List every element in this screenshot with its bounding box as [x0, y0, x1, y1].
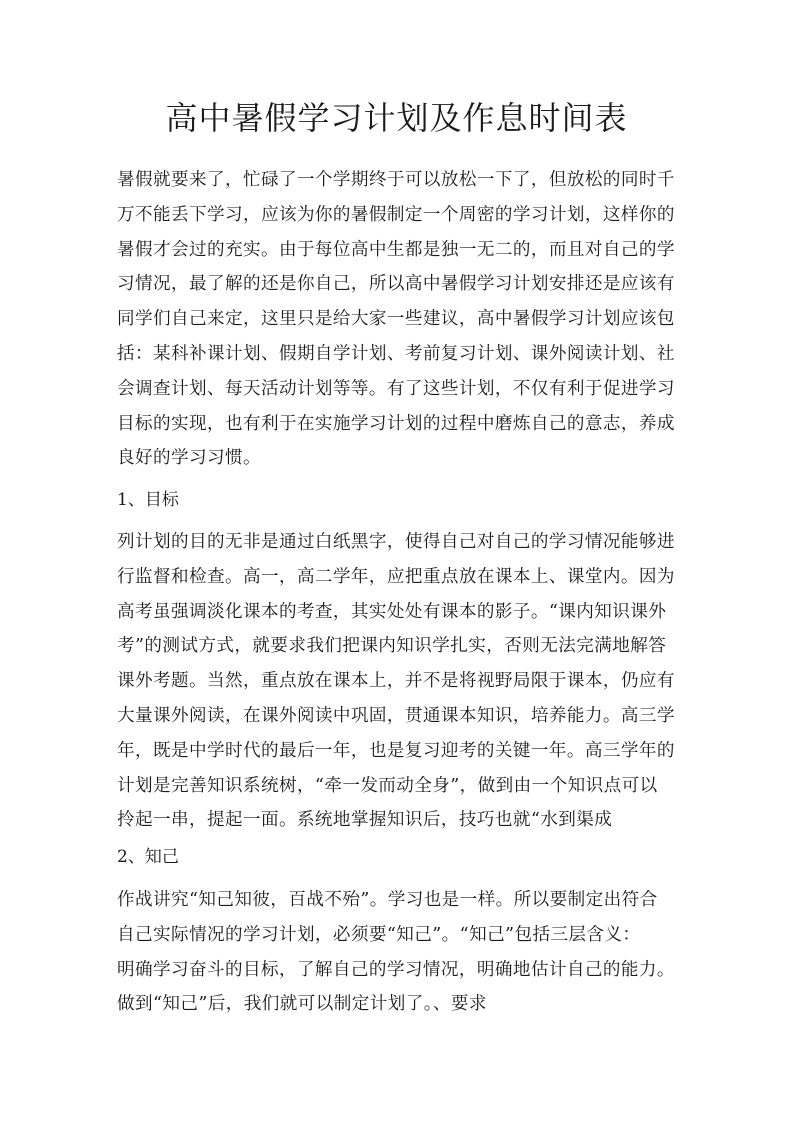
text-line: 大量课外阅读，在课外阅读中巩固，贯通课本知识，培养能力。高三学 [117, 705, 675, 726]
text-line: 明确学习奋斗的目标，了解自己的学习情况，明确地估计自己的能力。 [117, 959, 675, 980]
text-line: 括：某科补课计划、假期自学计划、考前复习计划、课外阅读计划、社 [117, 343, 675, 364]
text-line: 计划是完善知识系统树，“牵一发而动全身”，做到由一个知识点可以 [117, 775, 658, 796]
text-line: 良好的学习习惯。 [117, 448, 261, 469]
document-title: 高中暑假学习计划及作息时间表 [165, 99, 628, 137]
text-line: 会调查计划、每天活动计划等等。有了这些计划，不仅有利于促进学习 [117, 378, 675, 399]
text-line: 暑假就要来了，忙碌了一个学期终于可以放松一下了，但放松的同时千 [117, 170, 675, 190]
section-heading-goal: 1、目标 [117, 490, 179, 510]
text-line: 高考虽强调淡化课本的考查，其实处处有课本的影子。“课内知识课外 [117, 601, 667, 622]
goal-paragraph [117, 525, 677, 838]
text-line: 课外考题。当然，重点放在课本上，并不是将视野局限于课本，仍应有 [117, 671, 675, 692]
text-line: 做到“知己”后，我们就可以制定计划了。、要求 [117, 994, 487, 1015]
text-line: 自己实际情况的学习计划，必须要“知己”。“知己”包括三层含义： [117, 924, 641, 945]
text-line: 行监督和检查。高一，高二学年，应把重点放在课本上、课堂内。因为 [117, 566, 675, 587]
section-heading-know-yourself: 2、知己 [117, 847, 179, 867]
text-line: 年，既是中学时代的最后一年，也是复习迎考的关键一年。高三学年的 [117, 740, 675, 761]
text-line: 列计划的目的无非是通过白纸黑字，使得自己对自己的学习情况能够进 [117, 532, 675, 552]
text-line: 万不能丢下学习，应该为你的暑假制定一个周密的学习计划，这样你的 [117, 204, 675, 225]
text-line: 考”的测试方式，就要求我们把课内知识学扎实，否则无法完满地解答 [117, 636, 667, 657]
text-line: 同学们自己来定，这里只是给大家一些建议，高中暑假学习计划应该包 [117, 309, 675, 330]
text-line: 拎起一串，提起一面。系统地掌握知识后，技巧也就“水到渠成 [117, 810, 613, 831]
text-line: 作战讲究“知己知彼，百战不殆”。学习也是一样。所以要制定出符合 [117, 890, 658, 910]
text-line: 习情况，最了解的还是你自己，所以高中暑假学习计划安排还是应该有 [117, 274, 675, 295]
intro-paragraph [117, 163, 677, 476]
text-line: 目标的实现，也有利于在实施学习计划的过程中磨炼自己的意志，养成 [117, 413, 675, 434]
text-line: 暑假才会过的充实。由于每位高中生都是独一无二的，而且对自己的学 [117, 239, 675, 260]
know-yourself-paragraph [117, 883, 677, 1022]
